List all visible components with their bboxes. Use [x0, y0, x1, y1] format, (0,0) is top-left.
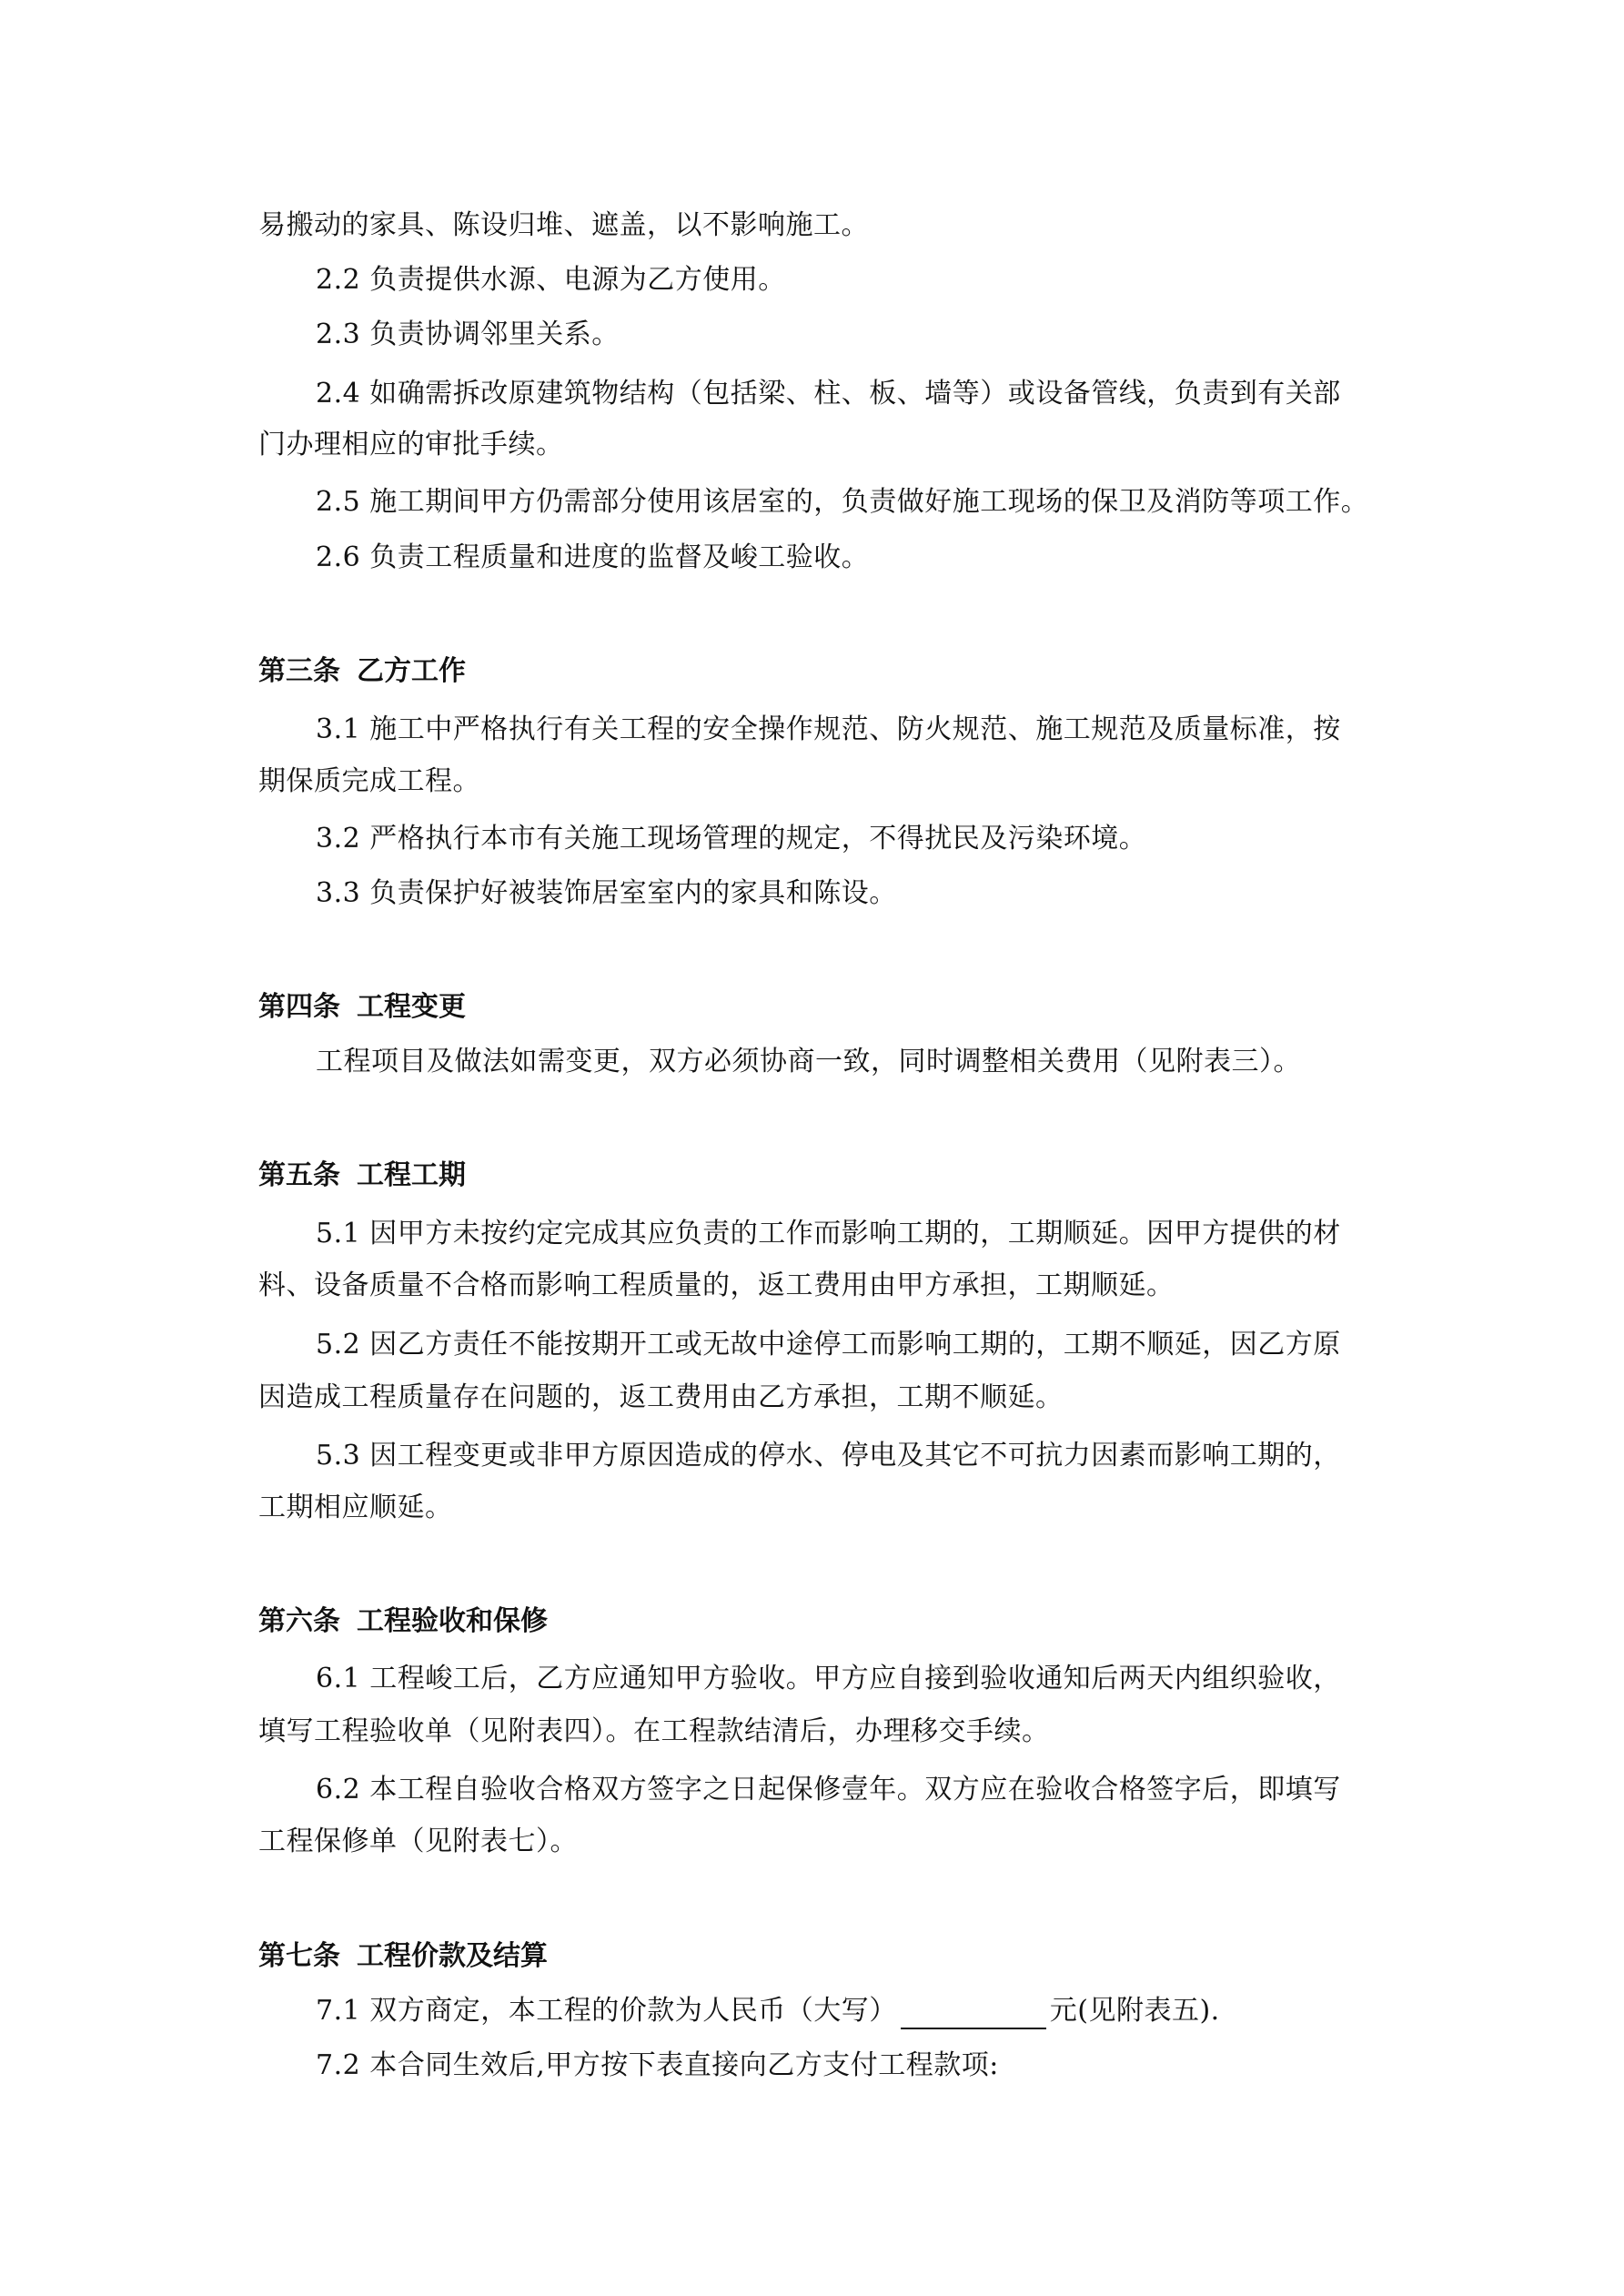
clause-5-2-cont: 因造成工程质量存在问题的，返工费用由乙方承担，工期不顺延。 [258, 1381, 1064, 1413]
clause-3-2: 3.2 严格执行本市有关施工现场管理的规定，不得扰民及污染环境。 [316, 823, 1147, 855]
section-heading-5 [258, 1158, 466, 1194]
clause-2-4: 2.4 如确需拆改原建筑物结构（包括梁、柱、板、墙等）或设备管线，负责到有关部 [316, 378, 1341, 410]
section-heading-4 [258, 989, 466, 1026]
price-blank-field[interactable] [901, 2002, 1046, 2029]
clause-3-3: 3.3 负责保护好被装饰居室室内的家具和陈设。 [316, 877, 897, 909]
section-title: 乙方工作 [357, 655, 466, 687]
clause-7-2: 7.2 本合同生效后,甲方按下表直接向乙方支付工程款项: [316, 2049, 999, 2081]
clause-7-1 [316, 1993, 1220, 2029]
clause-2-4-cont: 门办理相应的审批手续。 [258, 429, 564, 460]
clause-3-1: 3.1 施工中严格执行有关工程的安全操作规范、防火规范、施工规范及质量标准，按 [316, 713, 1341, 745]
clause-5-3-cont: 工期相应顺延。 [258, 1492, 453, 1523]
section-title: 工程验收和保修 [357, 1605, 548, 1637]
section-number: 第五条 [258, 1159, 340, 1191]
section-number: 第七条 [258, 1940, 340, 1972]
paragraph-line: 易搬动的家具、陈设归堆、遮盖，以不影响施工。 [258, 209, 869, 241]
clause-2-6: 2.6 负责工程质量和进度的监督及峻工验收。 [316, 541, 870, 573]
clause-2-5: 2.5 施工期间甲方仍需部分使用该居室的，负责做好施工现场的保卫及消防等项工作。 [316, 486, 1369, 518]
section-number: 第六条 [258, 1605, 340, 1637]
section-heading-6 [258, 1603, 548, 1640]
clause-2-2: 2.2 负责提供水源、电源为乙方使用。 [316, 264, 786, 296]
section-heading-3 [258, 653, 466, 690]
section-title: 工程工期 [357, 1159, 466, 1191]
clause-6-1-cont: 填写工程验收单（见附表四）。在工程款结清后，办理移交手续。 [258, 1715, 1050, 1747]
clause-3-1-cont: 期保质完成工程。 [258, 765, 480, 797]
clause-6-2-cont: 工程保修单（见附表七）。 [258, 1826, 578, 1857]
clause-4: 工程项目及做法如需变更，双方必须协商一致，同时调整相关费用（见附表三）。 [316, 1046, 1301, 1077]
clause-6-1: 6.1 工程峻工后，乙方应通知甲方验收。甲方应自接到验收通知后两天内组织验收， [316, 1663, 1341, 1694]
clause-6-2: 6.2 本工程自验收合格双方签字之日起保修壹年。双方应在验收合格签字后，即填写 [316, 1774, 1341, 1805]
section-heading-7 [258, 1938, 548, 1975]
clause-5-1-cont: 料、设备质量不合格而影响工程质量的，返工费用由甲方承担，工期顺延。 [258, 1269, 1175, 1301]
section-title: 工程价款及结算 [357, 1940, 548, 1972]
section-number: 第四条 [258, 991, 340, 1023]
section-title: 工程变更 [357, 991, 466, 1023]
clause-7-1-prefix: 7.1 双方商定，本工程的价款为人民币（大写） [316, 1995, 897, 2027]
clause-5-3: 5.3 因工程变更或非甲方原因造成的停水、停电及其它不可抗力因素而影响工期的， [316, 1440, 1341, 1472]
clause-7-1-suffix: 元(见附表五). [1049, 1995, 1220, 2027]
clause-2-3: 2.3 负责协调邻里关系。 [316, 319, 620, 350]
clause-5-1: 5.1 因甲方未按约定完成其应负责的工作而影响工期的，工期顺延。因甲方提供的材 [316, 1218, 1341, 1249]
section-number: 第三条 [258, 655, 340, 687]
clause-5-2: 5.2 因乙方责任不能按期开工或无故中途停工而影响工期的，工期不顺延，因乙方原 [316, 1329, 1341, 1360]
